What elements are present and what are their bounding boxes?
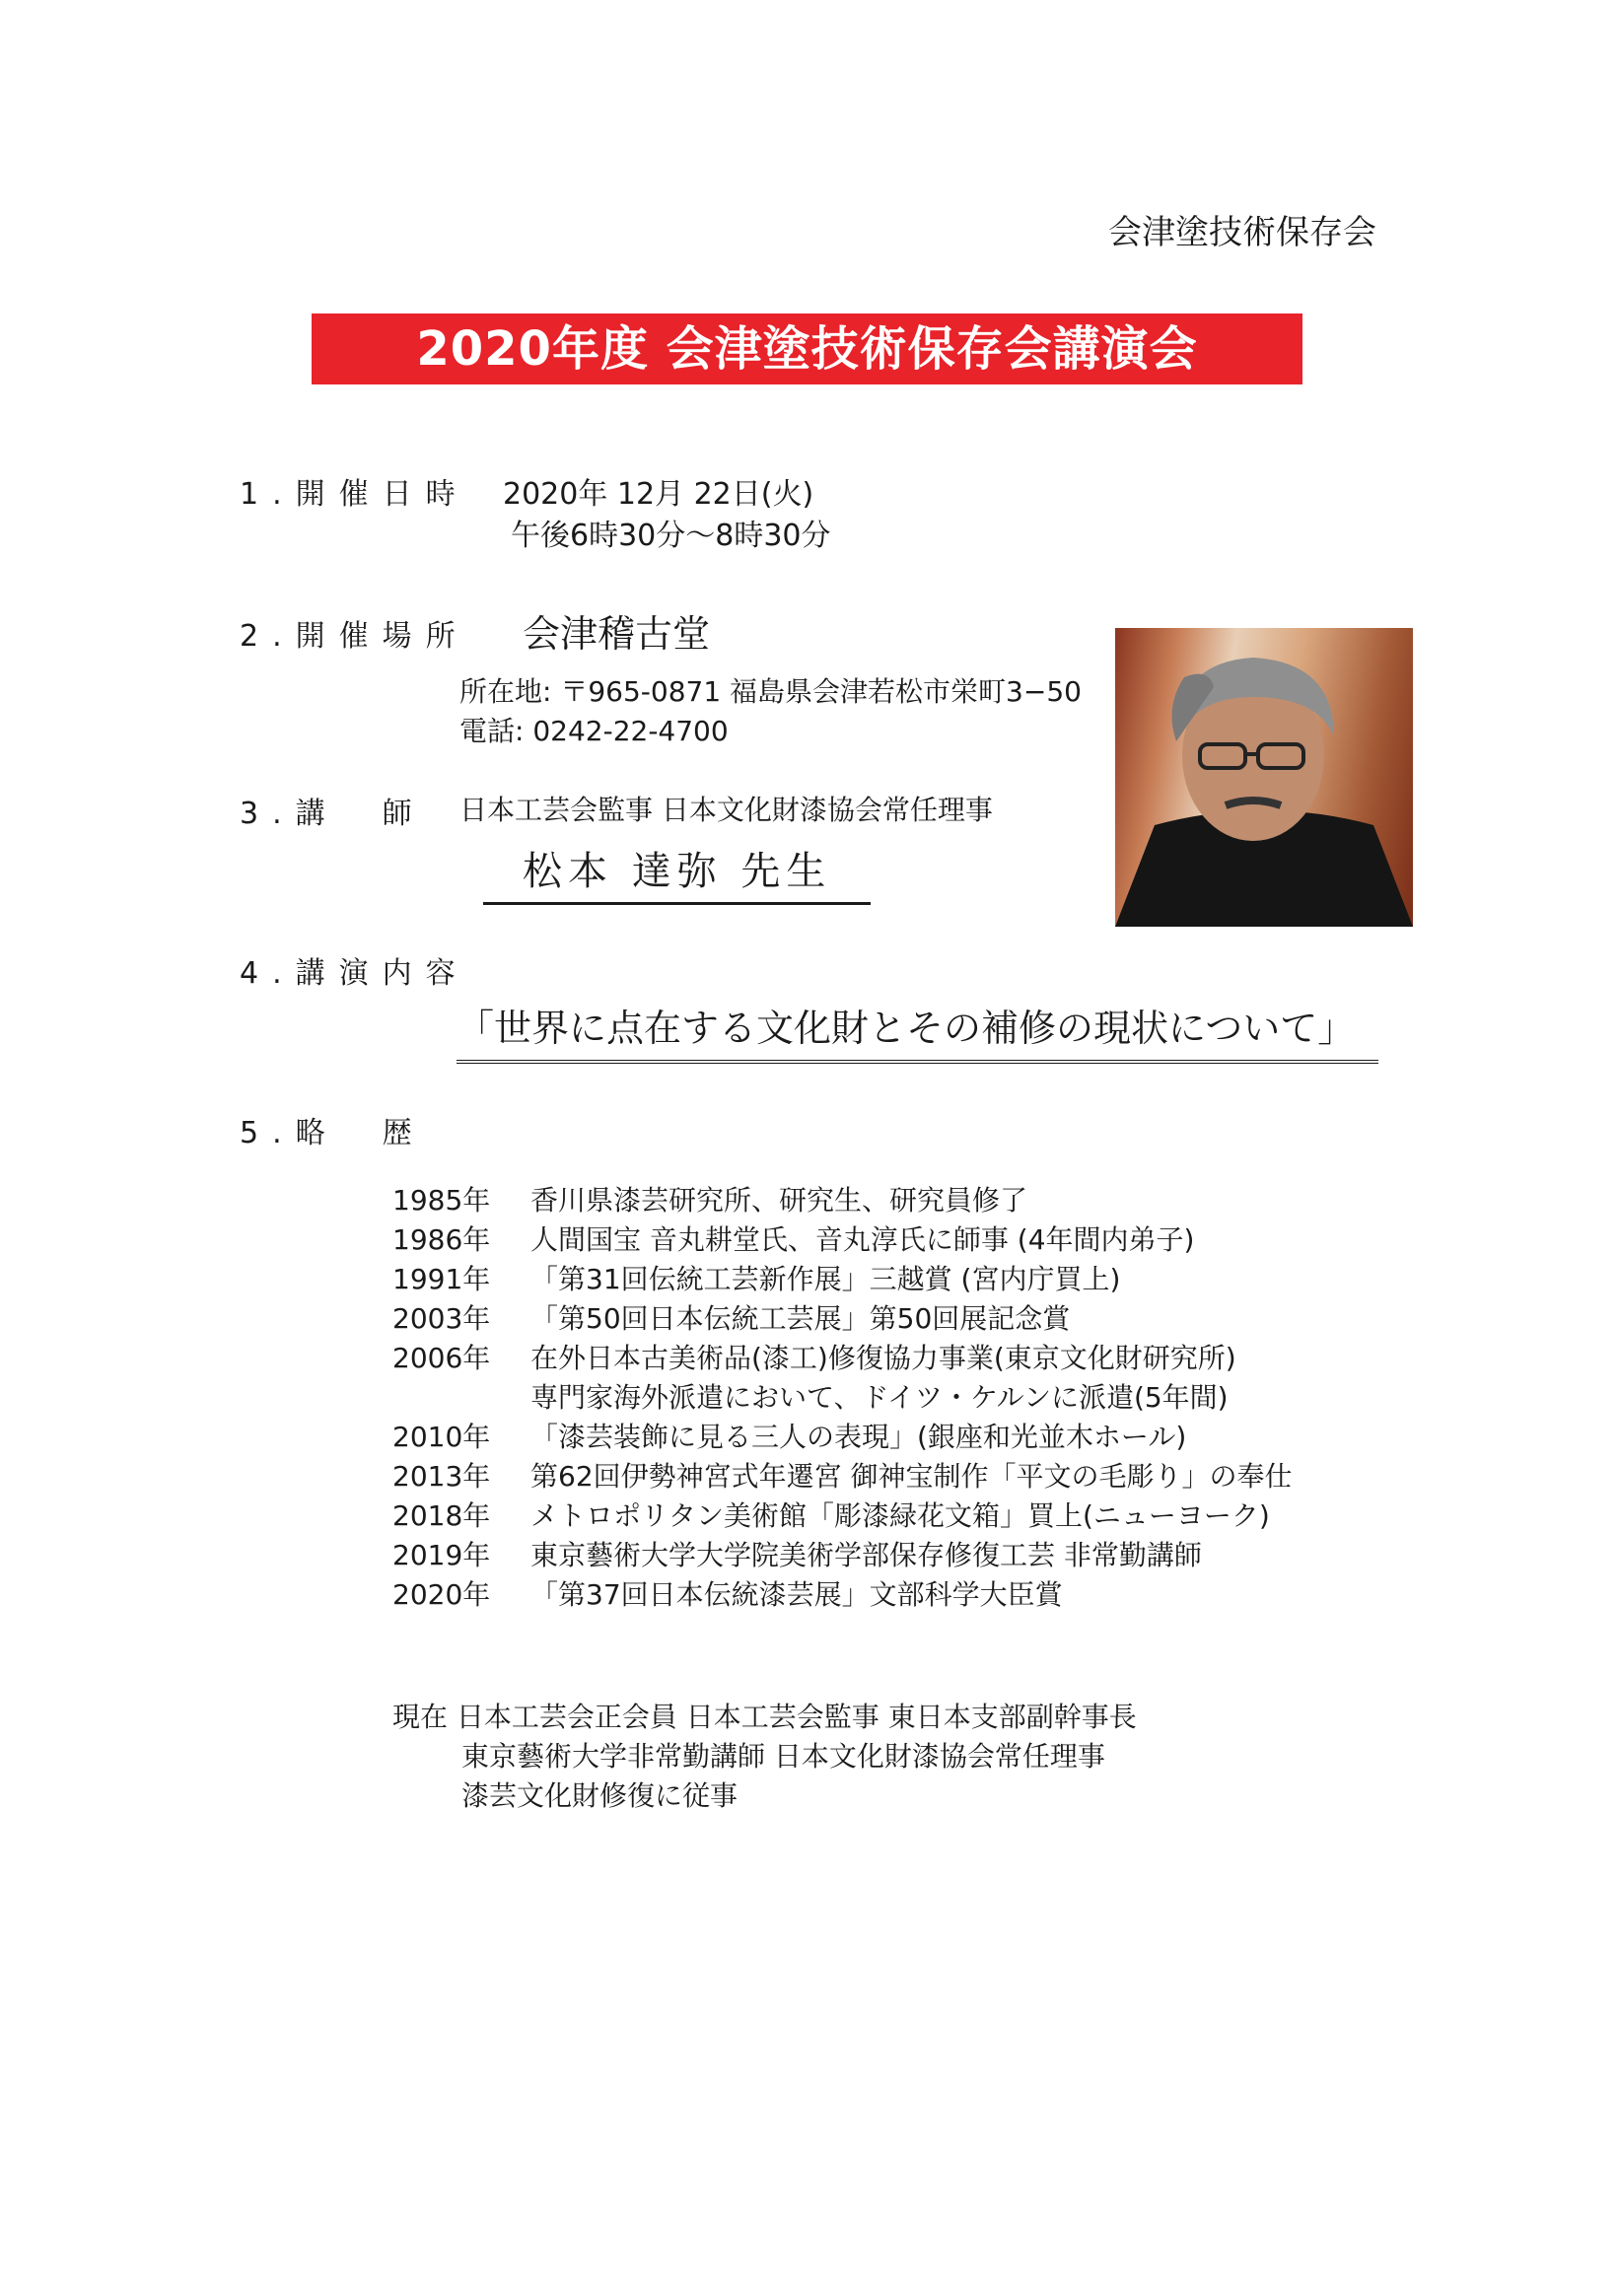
lecturer-photo (1115, 628, 1413, 927)
history-year: 1985年 (392, 1184, 491, 1217)
history-text: 人間国宝 音丸耕堂氏、音丸淳氏に師事 (4年間内弟子) (530, 1223, 1195, 1256)
history-entry (392, 1575, 1293, 1615)
history-entry (392, 1339, 1293, 1378)
history-entry (392, 1496, 1293, 1536)
history-text: 東京藝術大学大学院美術学部保存修復工芸 非常勤講師 (530, 1539, 1202, 1571)
lecturer-portrait-graphic (1115, 628, 1413, 927)
history-entry (392, 1457, 1293, 1496)
history-text: 在外日本古美術品(漆工)修復協力事業(東京文化財研究所) (530, 1342, 1236, 1374)
lecturer-name: 松本 達弥 先生 (483, 840, 871, 905)
history-year: 2019年 (392, 1539, 491, 1571)
history-entry (392, 1536, 1293, 1575)
history-text: メトロポリタン美術館「彫漆緑花文箱」買上(ニューヨーク) (530, 1499, 1270, 1532)
history-year: 2013年 (392, 1460, 491, 1493)
history-text: 第62回伊勢神宮式年遷宮 御神宝制作「平文の毛彫り」の奉仕 (530, 1460, 1293, 1493)
current-line-2: 東京藝術大学非常勤講師 日本文化財漆協会常任理事 (461, 1740, 1105, 1773)
history-label: 5.略 歴 (240, 1116, 426, 1150)
history-entry (392, 1378, 1293, 1418)
history-year: 2006年 (392, 1342, 491, 1374)
history-entry (392, 1418, 1293, 1457)
current-line-3: 漆芸文化財修復に従事 (461, 1779, 739, 1812)
history-text: 香川県漆芸研究所、研究生、研究員修了 (530, 1184, 1028, 1217)
current-positions (392, 1698, 1137, 1816)
venue-phone: 電話: 0242-22-4700 (459, 715, 729, 747)
lecturer-titles: 日本工芸会監事 日本文化財漆協会常任理事 (459, 794, 993, 826)
venue-address: 所在地: 〒965-0871 福島県会津若松市栄町3−50 (459, 675, 1082, 708)
history-year: 2020年 (392, 1578, 491, 1611)
history-year: 1986年 (392, 1223, 491, 1256)
history-text: 「第31回伝統工芸新作展」三越賞 (宮内庁買上) (530, 1263, 1121, 1295)
history-entry (392, 1181, 1293, 1220)
lecturer-label: 3.講 師 (240, 797, 426, 831)
history-year: 2010年 (392, 1421, 491, 1453)
organization-name: 会津塗技術保存会 (1108, 213, 1376, 252)
event-date: 2020年 12月 22日(火) (503, 477, 814, 512)
history-text: 専門家海外派遣において、ドイツ・ケルンに派遣(5年間) (530, 1381, 1229, 1414)
venue-name: 会津稽古堂 (523, 612, 711, 656)
history-text: 「第50回日本伝統工芸展」第50回展記念賞 (530, 1302, 1071, 1335)
history-entry (392, 1220, 1293, 1260)
history-list (392, 1181, 1293, 1615)
history-entry (392, 1260, 1293, 1299)
history-year: 2003年 (392, 1302, 491, 1335)
venue-label: 2.開催場所 (240, 619, 469, 654)
topic-label: 4.講演内容 (240, 956, 469, 991)
date-label: 1.開催日時 (240, 477, 469, 512)
lecture-topic: 「世界に点在する文化財とその補修の現状について」 (457, 998, 1378, 1064)
current-line-1: 現在 日本工芸会正会員 日本工芸会監事 東日本支部副幹事長 (392, 1701, 1137, 1733)
history-year: 1991年 (392, 1263, 491, 1295)
history-entry (392, 1299, 1293, 1339)
history-year: 2018年 (392, 1499, 491, 1532)
event-time: 午後6時30分～8時30分 (511, 519, 831, 553)
history-text: 「漆芸装飾に見る三人の表現」(銀座和光並木ホール) (530, 1421, 1187, 1453)
event-title-banner: 2020年度 会津塗技術保存会講演会 (312, 313, 1302, 384)
history-text: 「第37回日本伝統漆芸展」文部科学大臣賞 (530, 1578, 1063, 1611)
